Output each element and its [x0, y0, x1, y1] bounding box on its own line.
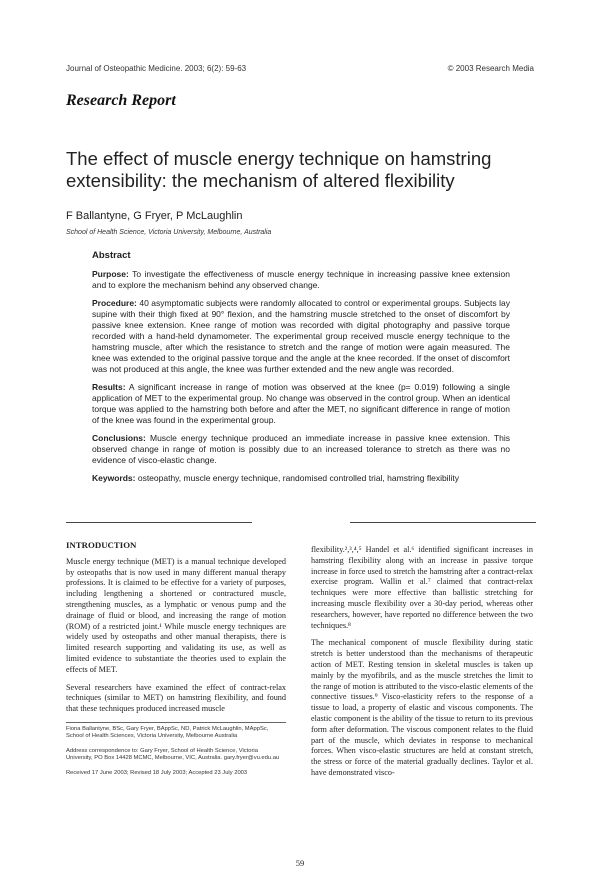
- abstract-procedure: [92, 298, 510, 375]
- section-divider-left: [66, 522, 252, 523]
- abstract-purpose: [92, 269, 510, 291]
- body-paragraph: The mechanical component of muscle flexibility during static stretch is better understood than the mechanisms of therapeutic action of MET. Resting tension in skeletal muscles is taken up mainly by the myofibrils, and as the muscle stretches the limit to the range of motion is attributed to the visco-elastic elements of the connective tissues.⁹ Visco-elasticity refers to the response of a tissue to load, a property of elastic and viscous components. The elastic component is the ability of the tissue to return to its previous form after deformation. The viscous component relates to the fluid part of the muscle, which deviates in response to mechanical forces. When visco-elastic structures are held at constant stretch, the stress or force of the material gradually declines. Taylor et al. have demonstrated visco-: [311, 638, 533, 777]
- article-title: The effect of muscle energy technique on hamstring extensibility: the mechanism of altered flexibility: [66, 148, 492, 191]
- author-affiliation: School of Health Science, Victoria University, Melbourne, Australia: [66, 229, 272, 236]
- abstract-label: Results:: [92, 382, 126, 392]
- abstract-block: [92, 250, 510, 491]
- section-divider-right: [350, 522, 536, 523]
- abstract-label: Purpose:: [92, 269, 129, 279]
- introduction-heading: INTRODUCTION: [66, 540, 137, 550]
- body-paragraph: flexibility.²,³,⁴,⁵ Handel et al.⁶ identified significant increases in hamstring flexibility along with an increase in passive torque increase in force used to stretch the hamstring after a contract-relax exercise program. Wallin et al.⁷ claimed that contract-relax techniques were more effective than ballistic stretching for increasing muscle flexibility over a 30-day period, whereas other researchers, however, have reported no difference between the two techniques.⁸: [311, 545, 533, 630]
- body-column-left: [66, 540, 286, 784]
- abstract-keywords: [92, 473, 510, 484]
- publisher-notice: © 2003 Research Media: [447, 64, 534, 73]
- author-list: F Ballantyne, G Fryer, P McLaughlin: [66, 210, 243, 222]
- author-footnote: Fiona Ballantyne, BSc, Gary Fryer, BAppSc, ND, Patrick McLaughlin, MAppSc, School of Health Sciences, Victoria University, Melbourne Australia: [66, 725, 269, 740]
- body-paragraph: Muscle energy technique (MET) is a manual technique developed by osteopaths that is now used in many different manual therapy professions. It is claimed to be effective for a variety of purposes, including lengthening a shortened or contractured muscle, strengthening muscles, as a lymphatic or venous pump and the drainage of fluid or blood, and increasing the range of motion (ROM) of a restricted joint.¹ While muscle energy techniques are widely used by osteopaths and other manual therapists, there is limited research supporting and validating its use, as well as limited evidence to substantiate the theories used to explain the effects of MET.: [66, 556, 286, 674]
- abstract-text: A significant increase in range of motion was observed at the knee (p= 0.019) following a single application of MET to the experimental group. No change was observed in the control group. When an identical torque was applied to the hamstring both before and after the MET, no significant difference in range of motion of the knee was found in the experimental group.: [92, 382, 510, 425]
- correspondence-footnote: Address correspondence to: Gary Fryer, School of Health Science, Victoria University, PO Box 14428 MCMC, Melbourne, VIC, Australia. gary.fryer@vu.edu.au: [66, 747, 280, 762]
- received-footnote: Received 17 June 2003; Revised 18 July 2003; Accepted 23 July 2003: [66, 769, 248, 776]
- abstract-text: To investigate the effectiveness of muscle energy technique in increasing passive knee extension and to explore the mechanism behind any observed change.: [92, 269, 510, 290]
- body-column-right: [311, 545, 533, 786]
- footnote-divider: [66, 722, 286, 723]
- section-label: Research Report: [66, 92, 176, 109]
- abstract-label: Procedure:: [92, 298, 137, 308]
- abstract-text: 40 asymptomatic subjects were randomly allocated to control or experimental groups. Subjects lay supine with their thigh fixed at 90° flexion, and the hamstring muscle stretched to the onset of discomfort by passive knee extension. Knee range of motion was recorded with digital photography and passive torque recorded with a hand-held dynamometer. The experimental group received muscle energy technique to the hamstring muscle, after which the resistance to stretch and the range of motion were again measured. The knee was extended to the original passive torque and the angle at the knee recorded. If the onset of discomfort was not produced at this angle, the knee was further extended and the new angle was recorded.: [92, 298, 510, 374]
- abstract-label: Conclusions:: [92, 433, 146, 443]
- journal-citation: Journal of Osteopathic Medicine. 2003; 6(2): 59-63: [66, 64, 247, 73]
- abstract-results: [92, 382, 510, 426]
- abstract-text: Muscle energy technique produced an immediate increase in passive knee extension. This observed change in range of motion is possibly due to an increased tolerance to stretch as there was no evidence of visco-elastic change.: [92, 433, 510, 465]
- abstract-heading: Abstract: [92, 250, 131, 261]
- abstract-text: osteopathy, muscle energy technique, randomised controlled trial, hamstring flexibility: [137, 473, 459, 483]
- body-paragraph: Several researchers have examined the effect of contract-relax techniques (similar to MET) on hamstring flexibility, and found that these techniques produced increased muscle: [66, 682, 286, 714]
- page-number: 59: [295, 858, 305, 868]
- abstract-label: Keywords:: [92, 473, 136, 483]
- abstract-conclusions: [92, 433, 510, 466]
